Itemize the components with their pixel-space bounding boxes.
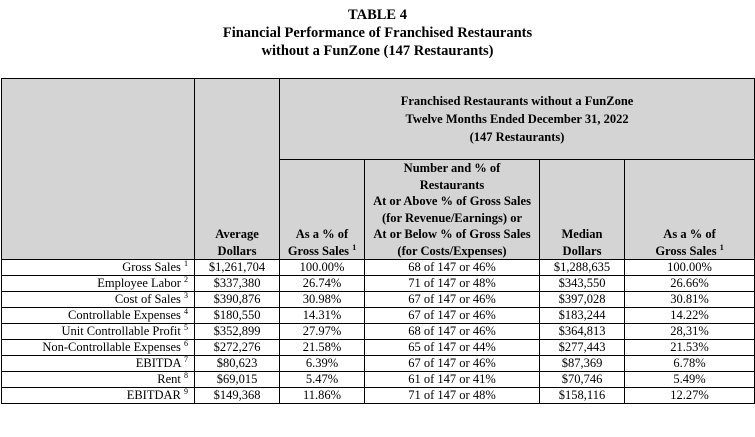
- col-header-median: [540, 160, 625, 260]
- median-pct-gross-sales-cell: 21.53%: [625, 340, 755, 356]
- average-dollars-cell: $1,261,704: [195, 260, 280, 276]
- col-header-pct2-line2: Gross Sales: [655, 243, 717, 258]
- table-subtitle-line1: Financial Performance of Franchised Restaurants: [222, 25, 533, 41]
- table-subtitle-line2: without a FunZone (147 Restaurants): [261, 43, 494, 59]
- median-pct-gross-sales-cell: 5.49%: [625, 372, 755, 388]
- row-label: Employee Labor $^2$: [2, 276, 195, 292]
- footnote-marker: 5: [184, 322, 188, 332]
- median-dollars-cell: $70,746: [540, 372, 625, 388]
- col-header-num-line6: (for Costs/Expenses): [397, 243, 507, 258]
- footnote-marker: 1: [719, 242, 724, 252]
- median-dollars-cell: $343,550: [540, 276, 625, 292]
- pct-gross-sales-cell: 21.58%: [280, 340, 365, 356]
- table-row: [2, 276, 755, 292]
- average-dollars-cell: $390,876: [195, 292, 280, 308]
- pct-gross-sales-cell: 30.98%: [280, 292, 365, 308]
- pct-gross-sales-cell: 26.74%: [280, 276, 365, 292]
- restaurant-count-cell: 61 of 147 or 41%: [365, 372, 540, 388]
- row-label: EBITDAR $^9$: [2, 388, 195, 404]
- restaurant-count-cell: 71 of 147 or 48%: [365, 276, 540, 292]
- table-row: [2, 340, 755, 356]
- table-row: [2, 308, 755, 324]
- median-pct-gross-sales-cell: 30.81%: [625, 292, 755, 308]
- pct-gross-sales-cell: 100.00%: [280, 260, 365, 276]
- col-header-num-line4: (for Revenue/Earnings) or: [381, 210, 523, 225]
- table-row: [2, 292, 755, 308]
- row-label: Gross Sales $^1$: [2, 260, 195, 276]
- average-dollars-cell: $180,550: [195, 308, 280, 324]
- row-label: Cost of Sales $^3$: [2, 292, 195, 308]
- group-header-line2: Twelve Months Ended December 31, 2022: [405, 112, 629, 126]
- restaurant-count-cell: 67 of 147 or 46%: [365, 308, 540, 324]
- median-dollars-cell: $397,028: [540, 292, 625, 308]
- footnote-marker: 1: [352, 242, 357, 252]
- table-title: TABLE 4: [348, 7, 407, 23]
- median-pct-gross-sales-cell: 14.22%: [625, 308, 755, 324]
- footnote-marker: 3: [184, 290, 188, 300]
- col-header-median-line1: Median: [561, 227, 603, 241]
- pct-gross-sales-cell: 11.86%: [280, 388, 365, 404]
- row-label: Rent $^8$: [2, 372, 195, 388]
- footnote-marker: 7: [184, 354, 188, 364]
- footnote-marker: 9: [184, 386, 188, 396]
- col-header-pct-gross-sales-median: [625, 160, 755, 260]
- footnote-marker: 8: [184, 370, 188, 380]
- table-row: [2, 356, 755, 372]
- median-pct-gross-sales-cell: 26.66%: [625, 276, 755, 292]
- col-header-num-line2: Restaurants: [419, 177, 485, 192]
- median-pct-gross-sales-cell: 12.27%: [625, 388, 755, 404]
- restaurant-count-cell: 65 of 147 or 44%: [365, 340, 540, 356]
- median-pct-gross-sales-cell: 28,31%: [625, 324, 755, 340]
- row-label: Unit Controllable Profit $^5$: [2, 324, 195, 340]
- footnote-marker: 6: [184, 338, 188, 348]
- col-header-pct-line1: As a % of: [295, 227, 349, 241]
- table-row: [2, 372, 755, 388]
- restaurant-count-cell: 68 of 147 or 46%: [365, 260, 540, 276]
- restaurant-count-cell: 67 of 147 or 46%: [365, 356, 540, 372]
- pct-gross-sales-cell: 27.97%: [280, 324, 365, 340]
- footnote-marker: 2: [184, 274, 188, 284]
- restaurant-count-cell: 67 of 147 or 46%: [365, 292, 540, 308]
- pct-gross-sales-cell: 5.47%: [280, 372, 365, 388]
- header-row-group: [2, 79, 755, 160]
- col-header-average-line1: Average: [215, 227, 259, 241]
- table-row: [2, 260, 755, 276]
- col-header-average: [195, 79, 280, 260]
- restaurant-count-cell: 68 of 147 or 46%: [365, 324, 540, 340]
- group-header: [280, 79, 755, 160]
- pct-gross-sales-cell: 6.39%: [280, 356, 365, 372]
- col-header-num-line5: At or Below % of Gross Sales: [373, 227, 531, 241]
- median-pct-gross-sales-cell: 100.00%: [625, 260, 755, 276]
- col-header-pct-line2: Gross Sales: [287, 243, 350, 258]
- average-dollars-cell: $149,368: [195, 388, 280, 404]
- col-header-num-line3: At or Above % of Gross Sales: [373, 194, 531, 208]
- group-header-line1: Franchised Restaurants without a FunZone: [400, 94, 634, 108]
- median-dollars-cell: $364,813: [540, 324, 625, 340]
- row-label-header-cell: [2, 79, 195, 260]
- group-header-line3: (147 Restaurants): [469, 130, 565, 144]
- average-dollars-cell: $69,015: [195, 372, 280, 388]
- row-label: Non-Controllable Expenses $^6$: [2, 340, 195, 356]
- col-header-number-restaurants: [365, 160, 540, 260]
- median-dollars-cell: $87,369: [540, 356, 625, 372]
- table-row: [2, 388, 755, 404]
- row-label: EBITDA $^7$: [2, 356, 195, 372]
- col-header-median-line2: Dollars: [562, 243, 602, 258]
- col-header-num-line1: Number and % of: [403, 161, 501, 175]
- average-dollars-cell: $337,380: [195, 276, 280, 292]
- median-dollars-cell: $1,288,635: [540, 260, 625, 276]
- col-header-pct2-line1: As a % of: [663, 227, 716, 241]
- median-dollars-cell: $277,443: [540, 340, 625, 356]
- table-row: [2, 324, 755, 340]
- pct-gross-sales-cell: 14.31%: [280, 308, 365, 324]
- footnote-marker: 4: [184, 306, 188, 316]
- median-dollars-cell: $158,116: [540, 388, 625, 404]
- median-pct-gross-sales-cell: 6.78%: [625, 356, 755, 372]
- row-label: Controllable Expenses $^4$: [2, 308, 195, 324]
- average-dollars-cell: $272,276: [195, 340, 280, 356]
- average-dollars-cell: $80,623: [195, 356, 280, 372]
- restaurant-count-cell: 71 of 147 or 48%: [365, 388, 540, 404]
- median-dollars-cell: $183,244: [540, 308, 625, 324]
- col-header-pct-gross-sales: [280, 160, 365, 260]
- footnote-marker: 1: [184, 258, 188, 268]
- col-header-average-line2: Dollars: [217, 243, 257, 258]
- average-dollars-cell: $352,899: [195, 324, 280, 340]
- financial-performance-table: [1, 78, 755, 404]
